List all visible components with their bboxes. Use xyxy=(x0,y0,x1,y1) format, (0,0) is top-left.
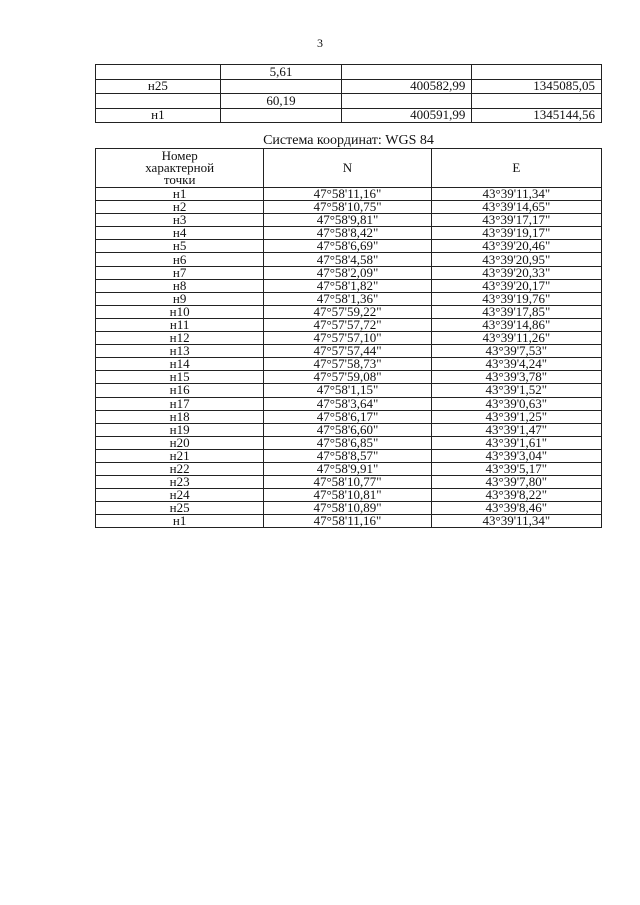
y-cell: 1345085,05 xyxy=(472,79,602,94)
latitude-cell: 47°57'57,44" xyxy=(264,345,431,358)
longitude-cell: 43°39'17,17" xyxy=(431,214,601,227)
distance-cell xyxy=(220,79,341,94)
latitude-cell: 47°58'10,75" xyxy=(264,201,431,214)
point-number-cell: н12 xyxy=(96,332,264,345)
point-number-cell: н25 xyxy=(96,502,264,515)
point-number-cell: н9 xyxy=(96,292,264,305)
longitude-cell: 43°39'3,04" xyxy=(431,449,601,462)
latitude-cell: 47°58'2,09" xyxy=(264,266,431,279)
longitude-cell: 43°39'1,25" xyxy=(431,410,601,423)
longitude-cell: 43°39'0,63" xyxy=(431,397,601,410)
point-number-cell: н14 xyxy=(96,358,264,371)
longitude-cell: 43°39'11,34" xyxy=(431,515,601,528)
point-number-cell: н7 xyxy=(96,266,264,279)
latitude-cell: 47°58'6,60" xyxy=(264,423,431,436)
table-row xyxy=(96,65,602,80)
point-number-cell: н3 xyxy=(96,214,264,227)
point-number-cell: н10 xyxy=(96,305,264,318)
point-number-cell: н8 xyxy=(96,279,264,292)
y-cell xyxy=(472,94,602,109)
point-number-cell: н6 xyxy=(96,253,264,266)
point-number-cell: н1 xyxy=(96,515,264,528)
longitude-cell: 43°39'11,34" xyxy=(431,188,601,201)
point-number-cell: н2 xyxy=(96,201,264,214)
longitude-cell: 43°39'1,47" xyxy=(431,423,601,436)
longitude-cell: 43°39'8,22" xyxy=(431,489,601,502)
point-number-cell: н17 xyxy=(96,397,264,410)
latitude-cell: 47°57'58,73" xyxy=(264,358,431,371)
longitude-cell: 43°39'20,17" xyxy=(431,279,601,292)
longitude-cell: 43°39'7,80" xyxy=(431,476,601,489)
latitude-cell: 47°58'1,36" xyxy=(264,292,431,305)
table-row xyxy=(96,94,602,109)
y-cell xyxy=(472,65,602,80)
header-n: N xyxy=(264,149,431,188)
point-number-cell: н24 xyxy=(96,489,264,502)
point-number-cell: н16 xyxy=(96,384,264,397)
latitude-cell: 47°57'59,22" xyxy=(264,305,431,318)
coordinates-table-msk-body xyxy=(96,65,602,123)
latitude-cell: 47°58'10,77" xyxy=(264,476,431,489)
point-number-cell: н13 xyxy=(96,345,264,358)
longitude-cell: 43°39'19,76" xyxy=(431,292,601,305)
y-cell: 1345144,56 xyxy=(472,108,602,123)
point-number-cell: н15 xyxy=(96,371,264,384)
x-cell xyxy=(342,65,472,80)
x-cell: 400582,99 xyxy=(342,79,472,94)
point-number-cell: н11 xyxy=(96,318,264,331)
point-number-cell: н18 xyxy=(96,410,264,423)
longitude-cell: 43°39'20,95" xyxy=(431,253,601,266)
longitude-cell: 43°39'11,26" xyxy=(431,332,601,345)
distance-cell: 60,19 xyxy=(220,94,341,109)
longitude-cell: 43°39'3,78" xyxy=(431,371,601,384)
latitude-cell: 47°58'3,64" xyxy=(264,397,431,410)
point-number-cell: н20 xyxy=(96,436,264,449)
latitude-cell: 47°58'9,81" xyxy=(264,214,431,227)
latitude-cell: 47°58'6,85" xyxy=(264,436,431,449)
longitude-cell: 43°39'1,52" xyxy=(431,384,601,397)
latitude-cell: 47°58'10,89" xyxy=(264,502,431,515)
point-number-cell: н1 xyxy=(96,188,264,201)
longitude-cell: 43°39'1,61" xyxy=(431,436,601,449)
point-cell xyxy=(96,65,221,80)
longitude-cell: 43°39'20,33" xyxy=(431,266,601,279)
longitude-cell: 43°39'19,17" xyxy=(431,227,601,240)
longitude-cell: 43°39'17,85" xyxy=(431,305,601,318)
latitude-cell: 47°58'9,91" xyxy=(264,462,431,475)
point-number-cell: н21 xyxy=(96,449,264,462)
header-point-number xyxy=(96,149,264,188)
longitude-cell: 43°39'20,46" xyxy=(431,240,601,253)
latitude-cell: 47°57'59,08" xyxy=(264,371,431,384)
point-number-cell: н22 xyxy=(96,462,264,475)
header-e: E xyxy=(431,149,601,188)
latitude-cell: 47°58'8,57" xyxy=(264,449,431,462)
header-point-line3: точки xyxy=(163,172,196,187)
latitude-cell: 47°58'11,16" xyxy=(264,188,431,201)
header-point-line1: Номер xyxy=(161,148,198,163)
table-row xyxy=(96,108,602,123)
x-cell: 400591,99 xyxy=(342,108,472,123)
table-header-row xyxy=(96,149,602,188)
distance-cell: 5,61 xyxy=(220,65,341,80)
latitude-cell: 47°58'4,58" xyxy=(264,253,431,266)
longitude-cell: 43°39'4,24" xyxy=(431,358,601,371)
coordinate-system-title: Система координат: WGS 84 xyxy=(263,133,434,148)
latitude-cell: 47°57'57,10" xyxy=(264,332,431,345)
latitude-cell: 47°58'8,42" xyxy=(264,227,431,240)
point-number-cell: н4 xyxy=(96,227,264,240)
point-number-cell: н23 xyxy=(96,476,264,489)
latitude-cell: 47°58'10,81" xyxy=(264,489,431,502)
header-point-line2: характерной xyxy=(145,160,215,175)
coordinates-table-wgs84-body xyxy=(96,188,602,528)
longitude-cell: 43°39'5,17" xyxy=(431,462,601,475)
longitude-cell: 43°39'14,65" xyxy=(431,201,601,214)
longitude-cell: 43°39'14,86" xyxy=(431,318,601,331)
point-cell xyxy=(96,94,221,109)
longitude-cell: 43°39'7,53" xyxy=(431,345,601,358)
longitude-cell: 43°39'8,46" xyxy=(431,502,601,515)
point-number-cell: н19 xyxy=(96,423,264,436)
point-cell: н25 xyxy=(96,79,221,94)
table-row xyxy=(96,240,602,253)
table-row xyxy=(96,515,602,528)
latitude-cell: 47°58'6,69" xyxy=(264,240,431,253)
page-number: 3 xyxy=(317,36,323,50)
latitude-cell: 47°58'1,82" xyxy=(264,279,431,292)
latitude-cell: 47°57'57,72" xyxy=(264,318,431,331)
x-cell xyxy=(342,94,472,109)
latitude-cell: 47°58'6,17" xyxy=(264,410,431,423)
point-number-cell: н5 xyxy=(96,240,264,253)
coordinates-table-msk xyxy=(95,64,602,123)
table-row xyxy=(96,79,602,94)
distance-cell xyxy=(220,108,341,123)
latitude-cell: 47°58'11,16" xyxy=(264,515,431,528)
latitude-cell: 47°58'1,15" xyxy=(264,384,431,397)
point-cell: н1 xyxy=(96,108,221,123)
coordinates-table-wgs84 xyxy=(95,148,602,528)
